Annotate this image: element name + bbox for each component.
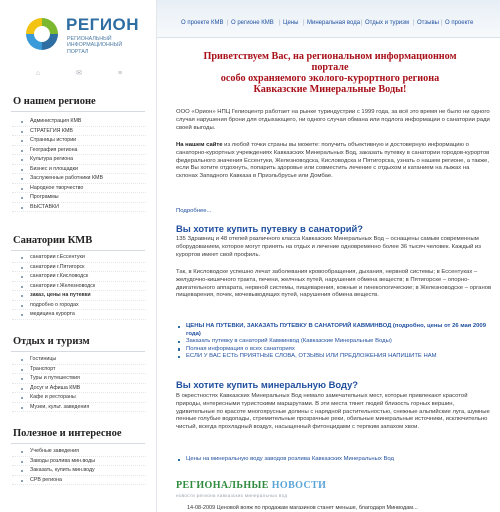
welcome-heading xyxy=(175,51,485,95)
menu-item[interactable]: санатории г.Кисловодск xyxy=(12,272,146,282)
menu-item[interactable]: ВЫСТАВКИ xyxy=(12,203,146,213)
site-paragraph xyxy=(176,142,492,181)
sitemap-icon[interactable]: ≡ xyxy=(117,70,123,77)
news-item[interactable]: 14-08-2009 Ценовой вояж по продажам магазинов станет меньше, благодаря Минводам... xyxy=(187,505,418,511)
menu-item[interactable]: Бизнес и площадки xyxy=(12,165,146,175)
logo-brand: РЕГИОН xyxy=(66,15,140,34)
menu-useful xyxy=(12,447,146,485)
main-content xyxy=(157,38,500,512)
menu-item[interactable]: Досуг и Афиша КМВ xyxy=(12,384,146,394)
menu-item[interactable]: Страницы истории xyxy=(12,136,146,146)
sanatoriums-paragraph: 135 Здравниц и 48 отелей различного класса Кавказских Минеральных Вод – оснащены самым современным оборудованием, которое могут принять на отдых и лечение одновременно более 36 тысяч человек. Каждый из курортов имеет свой профиль. xyxy=(176,236,481,258)
menu-item[interactable]: СТРАТЕГИЯ КМВ xyxy=(12,127,146,137)
menu-item[interactable]: Транспорт xyxy=(12,365,146,375)
welcome-line: Кавказские Минеральные Воды! xyxy=(253,84,407,95)
menu-item[interactable]: подробно о городах xyxy=(12,301,146,311)
nav-separator: | xyxy=(227,20,229,26)
menu-item[interactable]: Туры и путешествия xyxy=(12,374,146,384)
menu-item[interactable]: Культура региона xyxy=(12,155,146,165)
nav-item-about-project[interactable]: О проекте xyxy=(445,20,474,26)
menu-tourism xyxy=(12,355,146,412)
welcome-line: Приветствуем Вас, на региональном информационном xyxy=(203,51,457,62)
menu-item[interactable]: санатории г.Ессентуки xyxy=(12,253,146,263)
site-paragraph-text: из любой точки страны вы можете: получить объективную и достоверную информацию о санаторно-курортных учреждениях Кавказских Минеральных Вод, заказать путевку в санатории городов-курортов федерального значения Ессентуки, Железноводска, Кисловодска и Пятигорска, узнать о нашем регионе, а также, если Вы хотите отдохнуть, попарить здоровье или совместить лечение с отдыхом и катанием на лыжах на склонах Западного Кавказа в Приэльбрусье или Домбае. xyxy=(176,142,490,180)
nav-item-prices[interactable]: Цены xyxy=(283,20,299,26)
menu-item[interactable]: Гостиницы xyxy=(12,355,146,365)
link-all-sanatoriums[interactable]: Полная информация о всех санаториях xyxy=(176,346,492,354)
menu-item[interactable]: Заслуженные работники КМВ xyxy=(12,174,146,184)
nav-item-region[interactable]: О регионе КМВ xyxy=(231,20,274,26)
section-title-tourism: Отдых и туризм xyxy=(13,336,90,347)
water-links xyxy=(176,456,492,464)
divider xyxy=(11,111,145,112)
menu-item[interactable]: медицина курорта xyxy=(12,310,146,320)
menu-item[interactable]: Администрация КМВ xyxy=(12,117,146,127)
mail-icon[interactable]: ✉ xyxy=(76,70,82,77)
menu-item[interactable]: Кафе и рестораны xyxy=(12,393,146,403)
nav-item-tourism[interactable]: Отдых и туризм xyxy=(365,20,410,26)
nav-separator: | xyxy=(303,20,305,26)
sidebar xyxy=(0,0,157,512)
menu-item[interactable]: СРВ региона xyxy=(12,476,146,486)
more-link[interactable]: Подробнее... xyxy=(176,208,212,214)
link-order-voucher[interactable]: Заказать путевку в санаторий Кавминвод (Кавказские Минеральные Воды) xyxy=(176,338,492,346)
site-paragraph-lead: На нашем сайте xyxy=(176,142,223,148)
menu-region xyxy=(12,117,146,212)
news-heading-b: НОВОСТИ xyxy=(271,480,327,491)
nav-separator: | xyxy=(361,20,363,26)
nav-item-mineral-water[interactable]: Минеральная вода xyxy=(307,20,361,26)
menu-item[interactable]: География региона xyxy=(12,146,146,156)
link-water-prices[interactable]: Цены на минеральную воду заводов розлива Кавказских Минеральных Вод xyxy=(176,456,492,464)
nav-separator: | xyxy=(441,20,443,26)
news-heading-a: РЕГИОНАЛЬНЫЕ xyxy=(176,480,269,491)
heading-buy-voucher: Вы хотите купить путевку в санаторий? xyxy=(176,223,363,234)
nav-item-reviews[interactable]: Отзывы xyxy=(417,20,439,26)
top-navigation xyxy=(157,0,500,38)
region-logo-icon xyxy=(22,14,62,54)
news-subtitle: новости региона кавказских минеральных вод xyxy=(176,493,288,498)
home-icon[interactable]: ⌂ xyxy=(35,70,41,77)
divider xyxy=(11,443,145,444)
menu-item[interactable]: Заказать, купить мин.воду xyxy=(12,466,146,476)
voucher-links xyxy=(176,323,492,361)
menu-item[interactable]: Программы xyxy=(12,193,146,203)
divider xyxy=(11,250,145,251)
resorts-paragraph: Так, в Кисловодске успешно лечат заболевания кровообращения, дыхания, нервной системы; в Ессентуках – желудочно-кишечного тракта, печени, желчных путей, нарушения обмена веществ; в Пятигорске – опорно-двигательного аппарата, нервной системы, пищеварения, кожные и гинекологические; в Железноводске – органов пищеварения, почек, мочевыводящих путей, нарушения обмена веществ. xyxy=(176,269,492,299)
section-title-useful: Полезное и интересное xyxy=(13,428,122,439)
logo-tagline: РЕГИОНАЛЬНЫЙ ИНФОРМАЦИОННЫЙ ПОРТАЛ xyxy=(67,36,123,55)
welcome-line: портале xyxy=(311,62,349,73)
menu-item[interactable]: заказ, цены на путевки xyxy=(12,291,146,301)
menu-item[interactable]: Заводы розлива мин.воды xyxy=(12,457,146,467)
section-title-region: О нашем регионе xyxy=(13,96,96,107)
news-heading xyxy=(176,480,326,491)
section-title-sanatoriums: Санатории КМВ xyxy=(13,235,93,246)
nav-separator: | xyxy=(279,20,281,26)
nav-item-about-kmv[interactable]: О проекте КМВ xyxy=(181,20,224,26)
link-write-us[interactable]: ЕСЛИ У ВАС ЕСТЬ ПРИЯТНЫЕ СЛОВА, ОТЗЫВЫ ИЛИ ПРЕДЛОЖЕНИЯ НАПИШИТЕ НАМ xyxy=(176,353,492,361)
menu-item[interactable]: Учебные заведения xyxy=(12,447,146,457)
menu-item[interactable]: Музеи, культ. заведения xyxy=(12,403,146,413)
menu-item[interactable]: санатории г.Пятигорск xyxy=(12,263,146,273)
heading-buy-water: Вы хотите купить минеральную Воду? xyxy=(176,379,359,390)
link-prices-order[interactable]: ЦЕНЫ НА ПУТЕВКИ, ЗАКАЗАТЬ ПУТЕВКУ В САНАТОРИЙ КАВМИНВОД (подробно, цены от 26 мая 2009 года) xyxy=(176,323,492,338)
intro-paragraph: ООО «Орион» НПЦ Гелиоцентр работает на рынке туриндустрии с 1999 года, за всё это время не было ни одного случая нарушения брони для отдыхающего, ни одного случая обмана или подлога информации о санатории ради своей выгоды. xyxy=(176,109,490,131)
menu-item[interactable]: санатории г.Железноводск xyxy=(12,282,146,292)
nature-paragraph: В окрестностях Кавказских Минеральных Вод немало замечательных мест, которые привлекают красотой природы, интересными туристскими маршрутами. В эти места тянет людей близость горных вершин, удивительные по красоте многоярусные долины с нарядной растительностью, снежные альпийские луга, шумные пенные голубые водопады, стремительные прозрачные реки, обильные минеральные источники, исключительно чистый, всегда прохладный воздух, насыщенный фитонцидами с терпким запахом хвои. xyxy=(176,393,490,431)
divider xyxy=(11,351,145,352)
nav-separator: | xyxy=(413,20,415,26)
toolbar xyxy=(34,70,124,78)
site-logo[interactable] xyxy=(22,14,142,54)
welcome-line: особо охраняемого эколого-курортного региона xyxy=(220,73,440,84)
menu-sanatoriums xyxy=(12,253,146,320)
menu-item[interactable]: Народное творчество xyxy=(12,184,146,194)
